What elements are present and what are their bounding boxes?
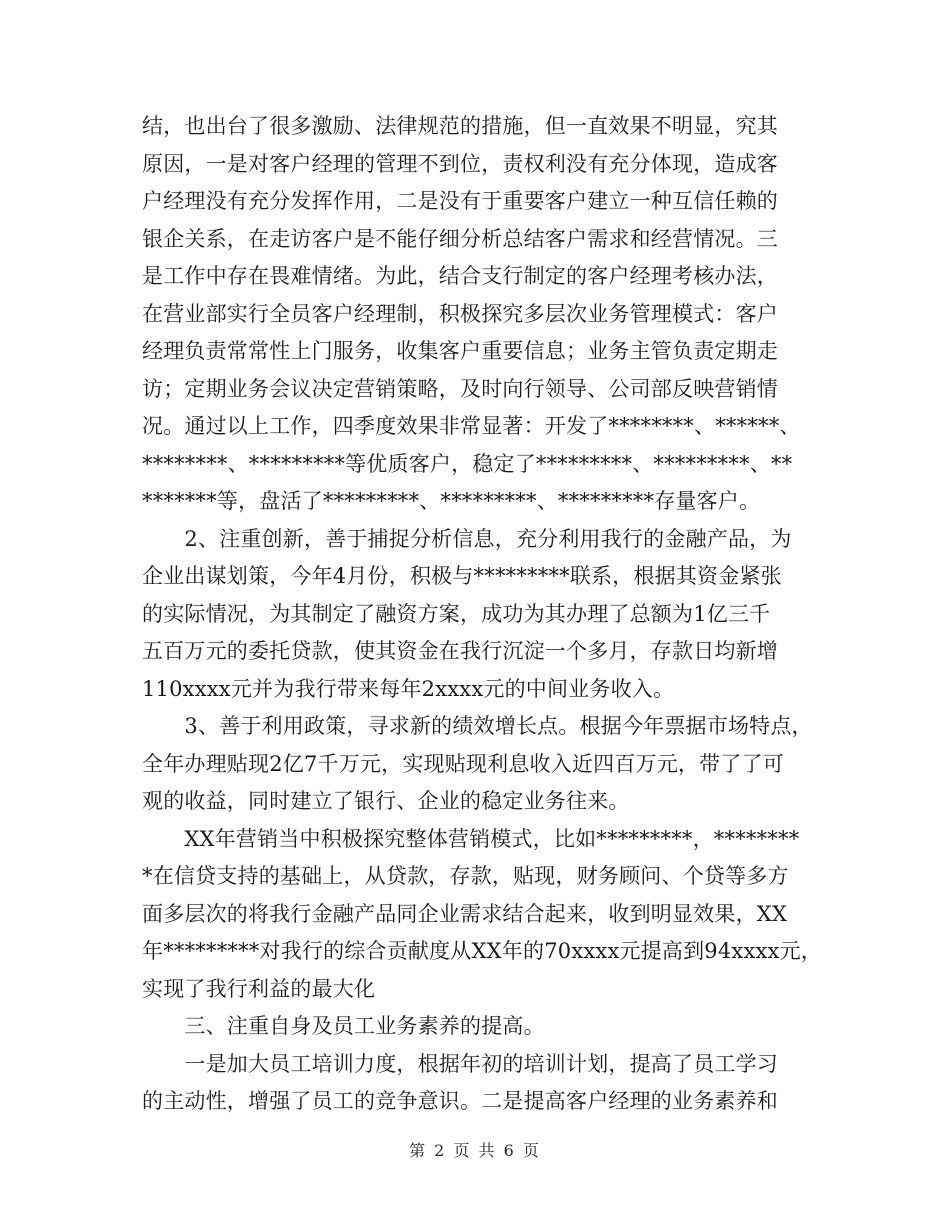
text-line: 结，也出台了很多激励、法律规范的措施，但一直效果不明显，究其 — [142, 114, 778, 138]
text-line: 经理负责常常性上门服务，收集客户重要信息；业务主管负责定期走 — [142, 339, 778, 363]
text-line: 110xxxx元并为我行带来每年2xxxx元的中间业务收入。 — [142, 676, 675, 701]
text-line: 三、注重自身及员工业务素养的提高。 — [142, 1014, 545, 1038]
text-line: 是工作中存在畏难情绪。为此，结合支行制定的客户经理考核办法， — [142, 264, 778, 288]
text-line: 3、善于利用政策，寻求新的绩效增长点。根据今年票据市场特点， — [142, 714, 813, 738]
text-line: 2、注重创新，善于捕捉分析信息，充分利用我行的金融产品，为 — [142, 526, 792, 551]
text-line: 银企关系，在走访客户是不能仔细分析总结客户需求和经营情况。三 — [142, 226, 778, 251]
text-line: 观的收益，同时建立了银行、企业的稳定业务往来。 — [142, 789, 630, 813]
text-line: *在信贷支持的基础上，从贷款，存款，贴现，财务顾问、个贷等多方 — [142, 864, 789, 888]
text-line: 企业出谋划策，今年4月份，积极与*********联系，根据其资金紧张 — [142, 564, 782, 588]
text-line: 的主动性，增强了员工的竞争意识。二是提高客户经理的业务素养和 — [142, 1089, 778, 1113]
text-line: 在营业部实行全员客户经理制，积极探究多层次业务管理模式：客户 — [142, 301, 778, 326]
text-line: 的实际情况，为其制定了融资方案，成功为其办理了总额为1亿三千 — [142, 601, 771, 626]
text-line: 五百万元的委托贷款，使其资金在我行沉淀一个多月，存款日均新增 — [142, 639, 778, 663]
text-line: XX年营销当中积极探究整体营销模式，比如*********，******** — [142, 826, 800, 851]
text-line: 实现了我行利益的最大化 — [142, 976, 376, 1001]
page-number-footer: 第 2 页 共 6 页 — [409, 1141, 541, 1160]
text-line: 户经理没有充分发挥作用，二是没有于重要客户建立一种互信任赖的 — [142, 189, 778, 213]
body-text — [142, 108, 822, 1121]
text-line: 原因，一是对客户经理的管理不到位，责权利没有充分体现，造成客 — [142, 151, 778, 176]
text-line: 年*********对我行的综合贡献度从XX年的70xxxx元提高到94xxxx元， — [142, 939, 822, 963]
text-line: ********、*********等优质客户，稳定了*********、*********、** — [142, 451, 793, 476]
text-line: 面多层次的将我行金融产品同企业需求结合起来，收到明显效果，XX — [142, 901, 788, 926]
text-line: *******等，盘活了*********、*********、*********存量客户。 — [142, 489, 761, 513]
text-line: 全年办理贴现2亿7千万元，实现贴现利息收入近四百万元，带了了可 — [142, 751, 784, 776]
text-line: 况。通过以上工作，四季度效果非常显著：开发了********、******、 — [142, 414, 801, 438]
text-line: 一是加大员工培训力度，根据年初的培训计划，提高了员工学习 — [142, 1051, 778, 1076]
text-line: 访；定期业务会议决定营销策略，及时向行领导、公司部反映营销情 — [142, 376, 778, 401]
